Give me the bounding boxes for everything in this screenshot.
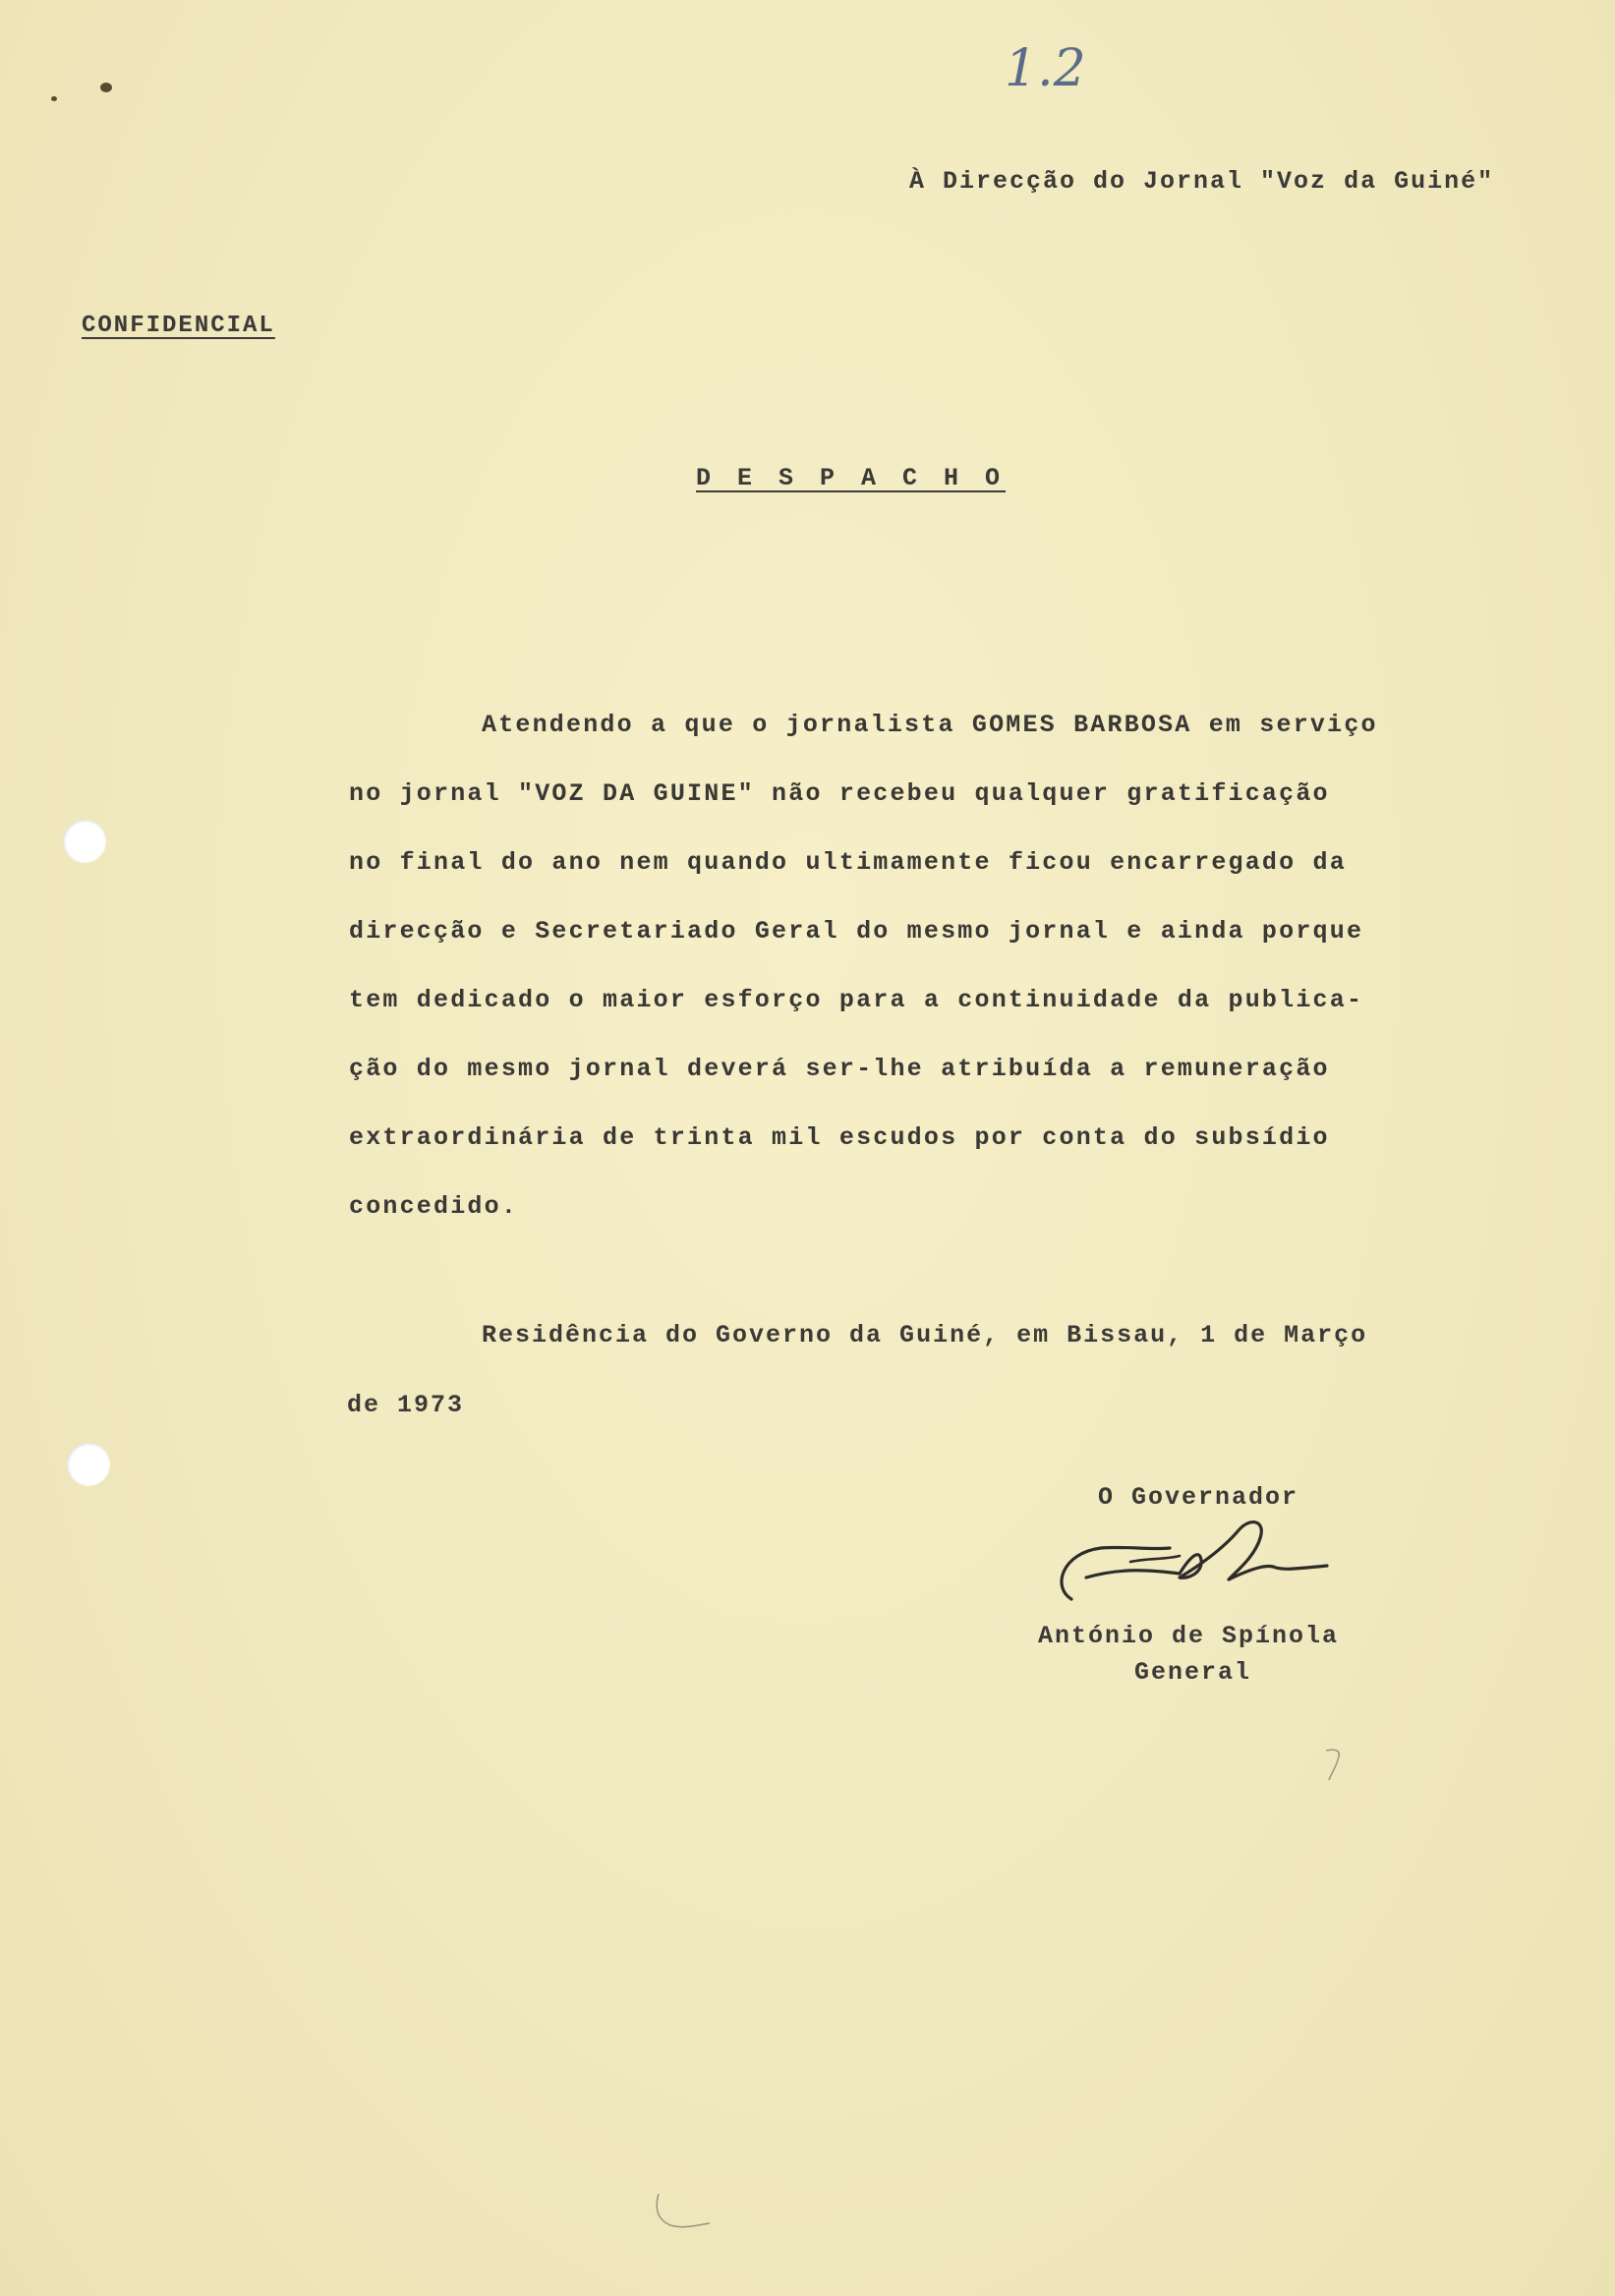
place-date-line: Residência do Governo da Guiné, em Bissau, 1 de Março [482,1321,1368,1349]
body-line: tem dedicado o maior esforço para a continuidade da publica- [349,986,1364,1014]
punch-hole [63,820,106,863]
pencil-mark [1321,1745,1351,1784]
punch-hole [67,1443,110,1486]
body-line: Atendendo a que o jornalista GOMES BARBOSA em serviço [482,711,1378,739]
pencil-mark [651,2190,720,2239]
body-line: concedido. [349,1192,519,1221]
despacho-body [349,706,1509,1256]
ink-speck [100,83,112,92]
place-date-line: de 1973 [347,1391,465,1419]
body-line: no final do ano nem quando ultimamente ficou encarregado da [349,848,1347,877]
folio-number: 1.2 [1005,39,1086,98]
signatory-role: O Governador [1098,1483,1299,1512]
classification-label: CONFIDENCIAL [82,313,275,339]
ink-speck [51,96,57,101]
signatory-rank: General [1134,1658,1252,1687]
body-line: ção do mesmo jornal deverá ser-lhe atribuída a remuneração [349,1055,1330,1083]
signatory-name: António de Spínola [1038,1622,1340,1650]
addressee-line: À Direcção do Jornal "Voz da Guiné" [909,167,1495,196]
handwritten-signature [1032,1509,1337,1607]
body-line: extraordinária de trinta mil escudos por conta do subsídio [349,1123,1330,1152]
body-line: no jornal "VOZ DA GUINE" não recebeu qualquer gratificação [349,779,1330,808]
document-title: D E S P A C H O [696,464,1007,492]
body-line: direcção e Secretariado Geral do mesmo jornal e ainda porque [349,917,1364,946]
